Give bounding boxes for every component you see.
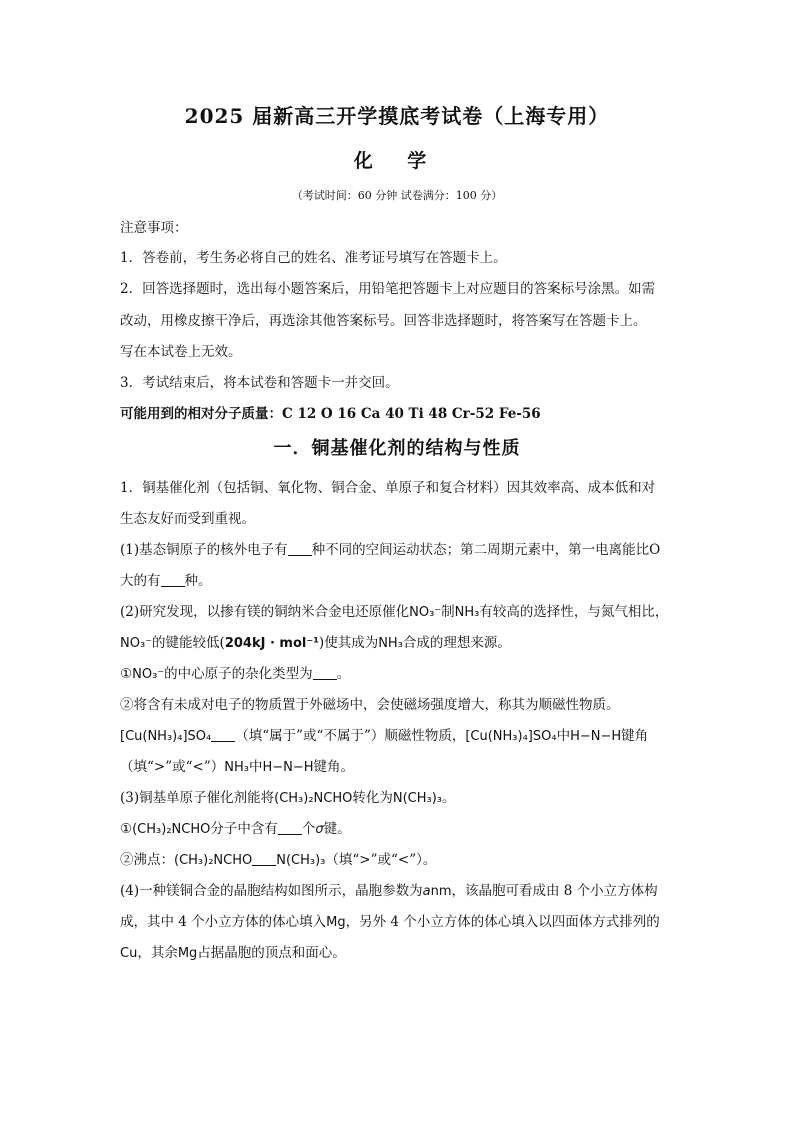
element-mg: Mg: [326, 915, 346, 930]
q2-text: （填“>”或“<”）: [120, 759, 225, 775]
atomic-masses: 可能用到的相对分子质量：C 12 O 16 Ca 40 Ti 48 Cr-52 Fe-56: [120, 406, 541, 422]
q2-answer-blank-1[interactable]: [313, 665, 337, 680]
note-item-3: 3．考试结束后，将本试卷和答题卡一并交回。: [120, 375, 399, 391]
q2-sub-2-line-c: [120, 757, 354, 778]
element-mg: Mg: [177, 946, 198, 961]
q2-text: 键角。: [313, 759, 355, 775]
note-item-2c: 写在本试卷上无效。: [120, 344, 242, 360]
q2-sub-1: [120, 664, 350, 685]
q3-text: 。: [442, 790, 456, 806]
q4-line-b: [120, 912, 660, 933]
q1-line-a: [120, 540, 660, 560]
lattice-parameter-symbol: a: [422, 884, 431, 899]
sigma-symbol: σ: [315, 822, 324, 837]
q2-text: 中: [556, 728, 571, 744]
formula-nh3: NH₃: [454, 605, 480, 620]
circled-number: ①: [120, 666, 133, 682]
q3-answer-blank-1[interactable]: [278, 820, 302, 835]
q1-text-b2: 种。: [184, 573, 212, 589]
formula-complex: [Cu(NH₃)₄]SO₄: [465, 729, 557, 744]
q4-text: ，另外 4 个小立方体的体心填入以四面体方式排列的: [345, 914, 660, 930]
q1-text-a2: 种不同的空间运动状态；第二周期元素中，第一电离能比O: [311, 542, 661, 558]
element-cu: Cu: [120, 946, 138, 961]
q2-sub-2: ②将含有未成对电子的物质置于外磁场中，会使磁场强度增大，称其为顺磁性物质。: [120, 697, 620, 713]
q1-answer-blank-1[interactable]: [288, 541, 312, 556]
q2-text: 的键能较低(: [152, 635, 225, 651]
q1-line-b: [120, 571, 212, 591]
formula-dmf: (CH₃)₂NCHO: [274, 791, 353, 806]
q1-text-a1: (1)基态铜原子的核外电子有: [120, 542, 288, 558]
q3-text: 分子中含有: [210, 821, 278, 837]
formula-dmf: (CH₃)₂NCHO: [174, 853, 253, 868]
q2-text: 中: [248, 759, 263, 775]
page-title: 2025 届新高三开学摸底考试卷（上海专用）: [184, 104, 610, 128]
q3-answer-blank-2[interactable]: [252, 851, 276, 866]
q4-text: 占据晶胞的顶点和面心。: [197, 945, 346, 961]
q2-text: 合成的理想来源。: [402, 635, 511, 651]
formula-tma: N(CH₃)₃: [276, 853, 326, 868]
q4-text: ，其余: [137, 945, 178, 961]
q1-answer-blank-2[interactable]: [161, 572, 185, 587]
q4-text: ，该晶胞可看成由 8 个小立方体构: [451, 883, 658, 899]
q1-text-b1: 大的有: [120, 573, 161, 589]
formula-no3: NO₃⁻: [409, 605, 442, 620]
formula-dmf: (CH₃)₂NCHO: [132, 822, 211, 837]
q4-line-c: [120, 943, 346, 964]
q3-text: ②沸点：: [120, 852, 174, 868]
question-intro-b: 生态友好而受到重视。: [120, 511, 255, 527]
q2-text: 的中心原子的杂化类型为: [164, 666, 313, 682]
formula-nh3: NH₃: [378, 636, 403, 651]
q2-text: （填“属于”或“不属于”）顺磁性物质，: [235, 728, 466, 744]
q3-text: 转化为: [352, 790, 393, 806]
section-title: 一．铜基催化剂的结构与性质: [273, 438, 521, 459]
formula-hnh: H−N−H: [262, 760, 314, 775]
formula-no3: NO₃⁻: [132, 667, 165, 682]
q2-line-a: [120, 602, 668, 623]
q2-text: 制: [441, 604, 455, 620]
q3-sub-1: [120, 819, 351, 840]
question-intro-a: 1．铜基催化剂（包括铜、氧化物、铜合金、单原子和复合材料）因其效率高、成本低和对: [120, 480, 656, 496]
q3-sub-2: [120, 850, 436, 871]
q2-line-b: [120, 633, 511, 654]
formula-hnh: H−N−H: [570, 729, 622, 744]
formula-complex: [Cu(NH₃)₄]SO₄: [120, 729, 212, 744]
q4-line-a: [120, 881, 658, 902]
q3-text: (3)铜基单原子催化剂能将: [120, 790, 275, 806]
note-item-2a: 2．回答选择题时，选出每小题答案后，用铅笔把答题卡上对应题目的答案标号涂黑。如需: [120, 281, 656, 297]
q2-answer-blank-2[interactable]: [211, 727, 235, 742]
circled-number: ①: [120, 821, 133, 837]
subject-title: 化 学: [353, 150, 441, 172]
note-item-2b: 改动，用橡皮擦干净后，再选涂其他答案标号。回答非选择题时，将答案写在答题卡上。: [120, 313, 647, 329]
q2-text: 键角: [621, 728, 649, 744]
q2-text: 有较高的选择性，与氮气相比，: [479, 604, 669, 620]
q3-line-a: [120, 788, 456, 809]
q2-text: (2)研究发现，以掺有镁的铜纳米合金电还原催化: [120, 604, 410, 620]
note-item-1: 1．答卷前，考生务必将自己的姓名、准考证号填写在答题卡上。: [120, 250, 507, 266]
formula-nh3: NH₃: [224, 760, 249, 775]
q2-text: 。: [336, 666, 351, 682]
unit-nm: nm: [430, 884, 452, 899]
q3-text: 个: [301, 821, 316, 837]
q4-text: 成，其中 4 个小立方体的体心填入: [120, 914, 327, 930]
q3-text: 键。: [323, 821, 351, 837]
q3-text: （填“>”或“<”）。: [325, 852, 437, 868]
q4-text: (4)一种镁铜合金的晶胞结构如图所示，晶胞参数为: [120, 883, 423, 899]
formula-tma: N(CH₃)₃: [392, 791, 443, 806]
formula-no3: NO₃⁻: [120, 636, 153, 651]
bond-energy-value: 204kJ · mol⁻¹: [224, 636, 319, 651]
exam-info: （考试时间：60 分钟 试卷满分：100 分）: [291, 189, 503, 202]
q2-text: )使其成为: [318, 635, 379, 651]
q2-sub-2-line-b: [120, 726, 648, 747]
notes-heading: 注意事项：: [120, 220, 188, 236]
